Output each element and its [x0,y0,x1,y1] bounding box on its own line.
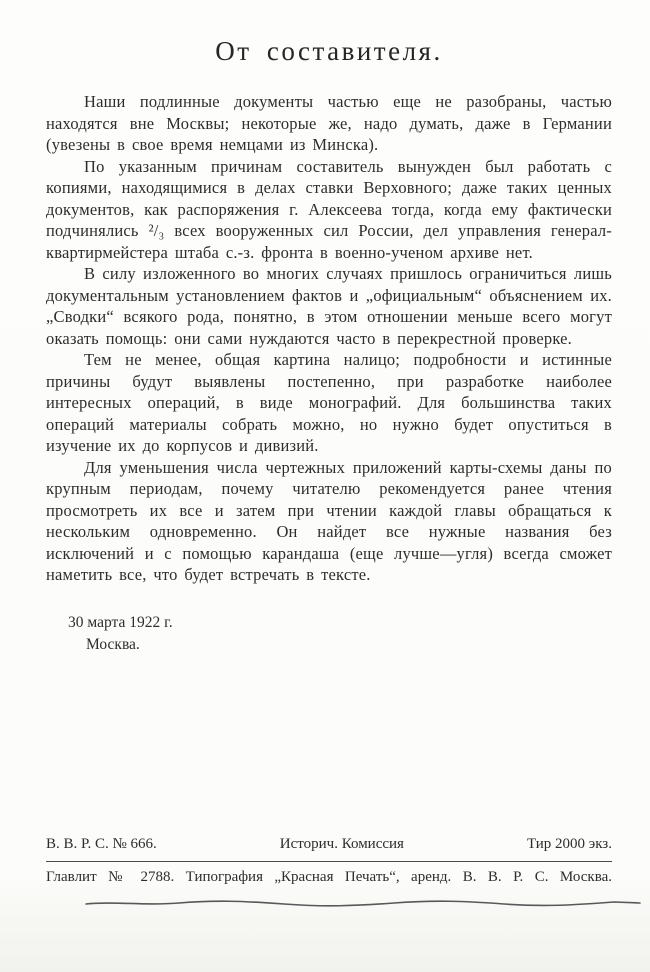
imprint-commission: Историч. Комиссия [279,836,404,852]
paragraph-5: Для уменьшения числа чертежных приложений карты-схемы даны по крупным периодам, почему читателю рекомендуется ранее чтения просмотреть их все и затем при чтении каждой главы обращаться к нескольким одновременно. Он найдет все нужные названия без исключений и с помощью карандаша (еще лучше—угля) всегда сможет наметить все, что будет встречать в тексте. [46,457,612,584]
paragraph-1: Наши подлинные документы частью еще не разобраны, частью находятся вне Москвы; некоторые же, надо думать, даже в Германии (увезены в свое время немцами из Минска). [46,92,612,154]
decorative-squiggle-rule [84,898,642,908]
paragraph-4: Тем не менее, общая картина налицо; подробности и истинные причины будут выявлены постепенно, при разработке наиболее интересных операций, в виде монографий. Для большинства таких операций материалы собрать можно, но нужно будет опуститься в изучение их до корпусов и дивизий. [46,350,612,455]
imprint-block [46,836,612,886]
paragraph-2: По указанным причинам составитель вынужден был работать с копиями, находящимися в делах ставки Верховного; даже таких ценных документов, как распоряжения г. Алексеева тогда, когда ему фактически подчинялись ²/₃ всех вооруженных сил России, дел управления генерал-квартирмейстера штаба с.-з. фронта в военно-ученом архиве нет. [46,156,612,262]
imprint-org-number: В. В. Р. С. № 666. [46,836,157,852]
imprint-print-run: Тир 2000 экз. [526,836,612,852]
dateline [46,612,612,656]
body-text [46,91,612,586]
imprint-row-1 [46,836,612,862]
page-title: От составителя. [215,36,443,66]
imprint-row-2: Главлит № 2788. Типография „Красная Печать“, аренд. В. В. Р. С. Москва. [46,869,612,885]
paragraph-3: В силу изложенного во многих случаях пришлось ограничиться лишь документальным установлением фактов и „официальным“ объяснением их. „Сводки“ всякого рода, понятно, в этом отношении меньше всего могут оказать помощь: они сами нуждаются часто в перекрестной проверке. [46,264,612,348]
date-text: 30 марта 1922 г. [68,613,173,631]
place-text: Москва. [86,635,140,653]
